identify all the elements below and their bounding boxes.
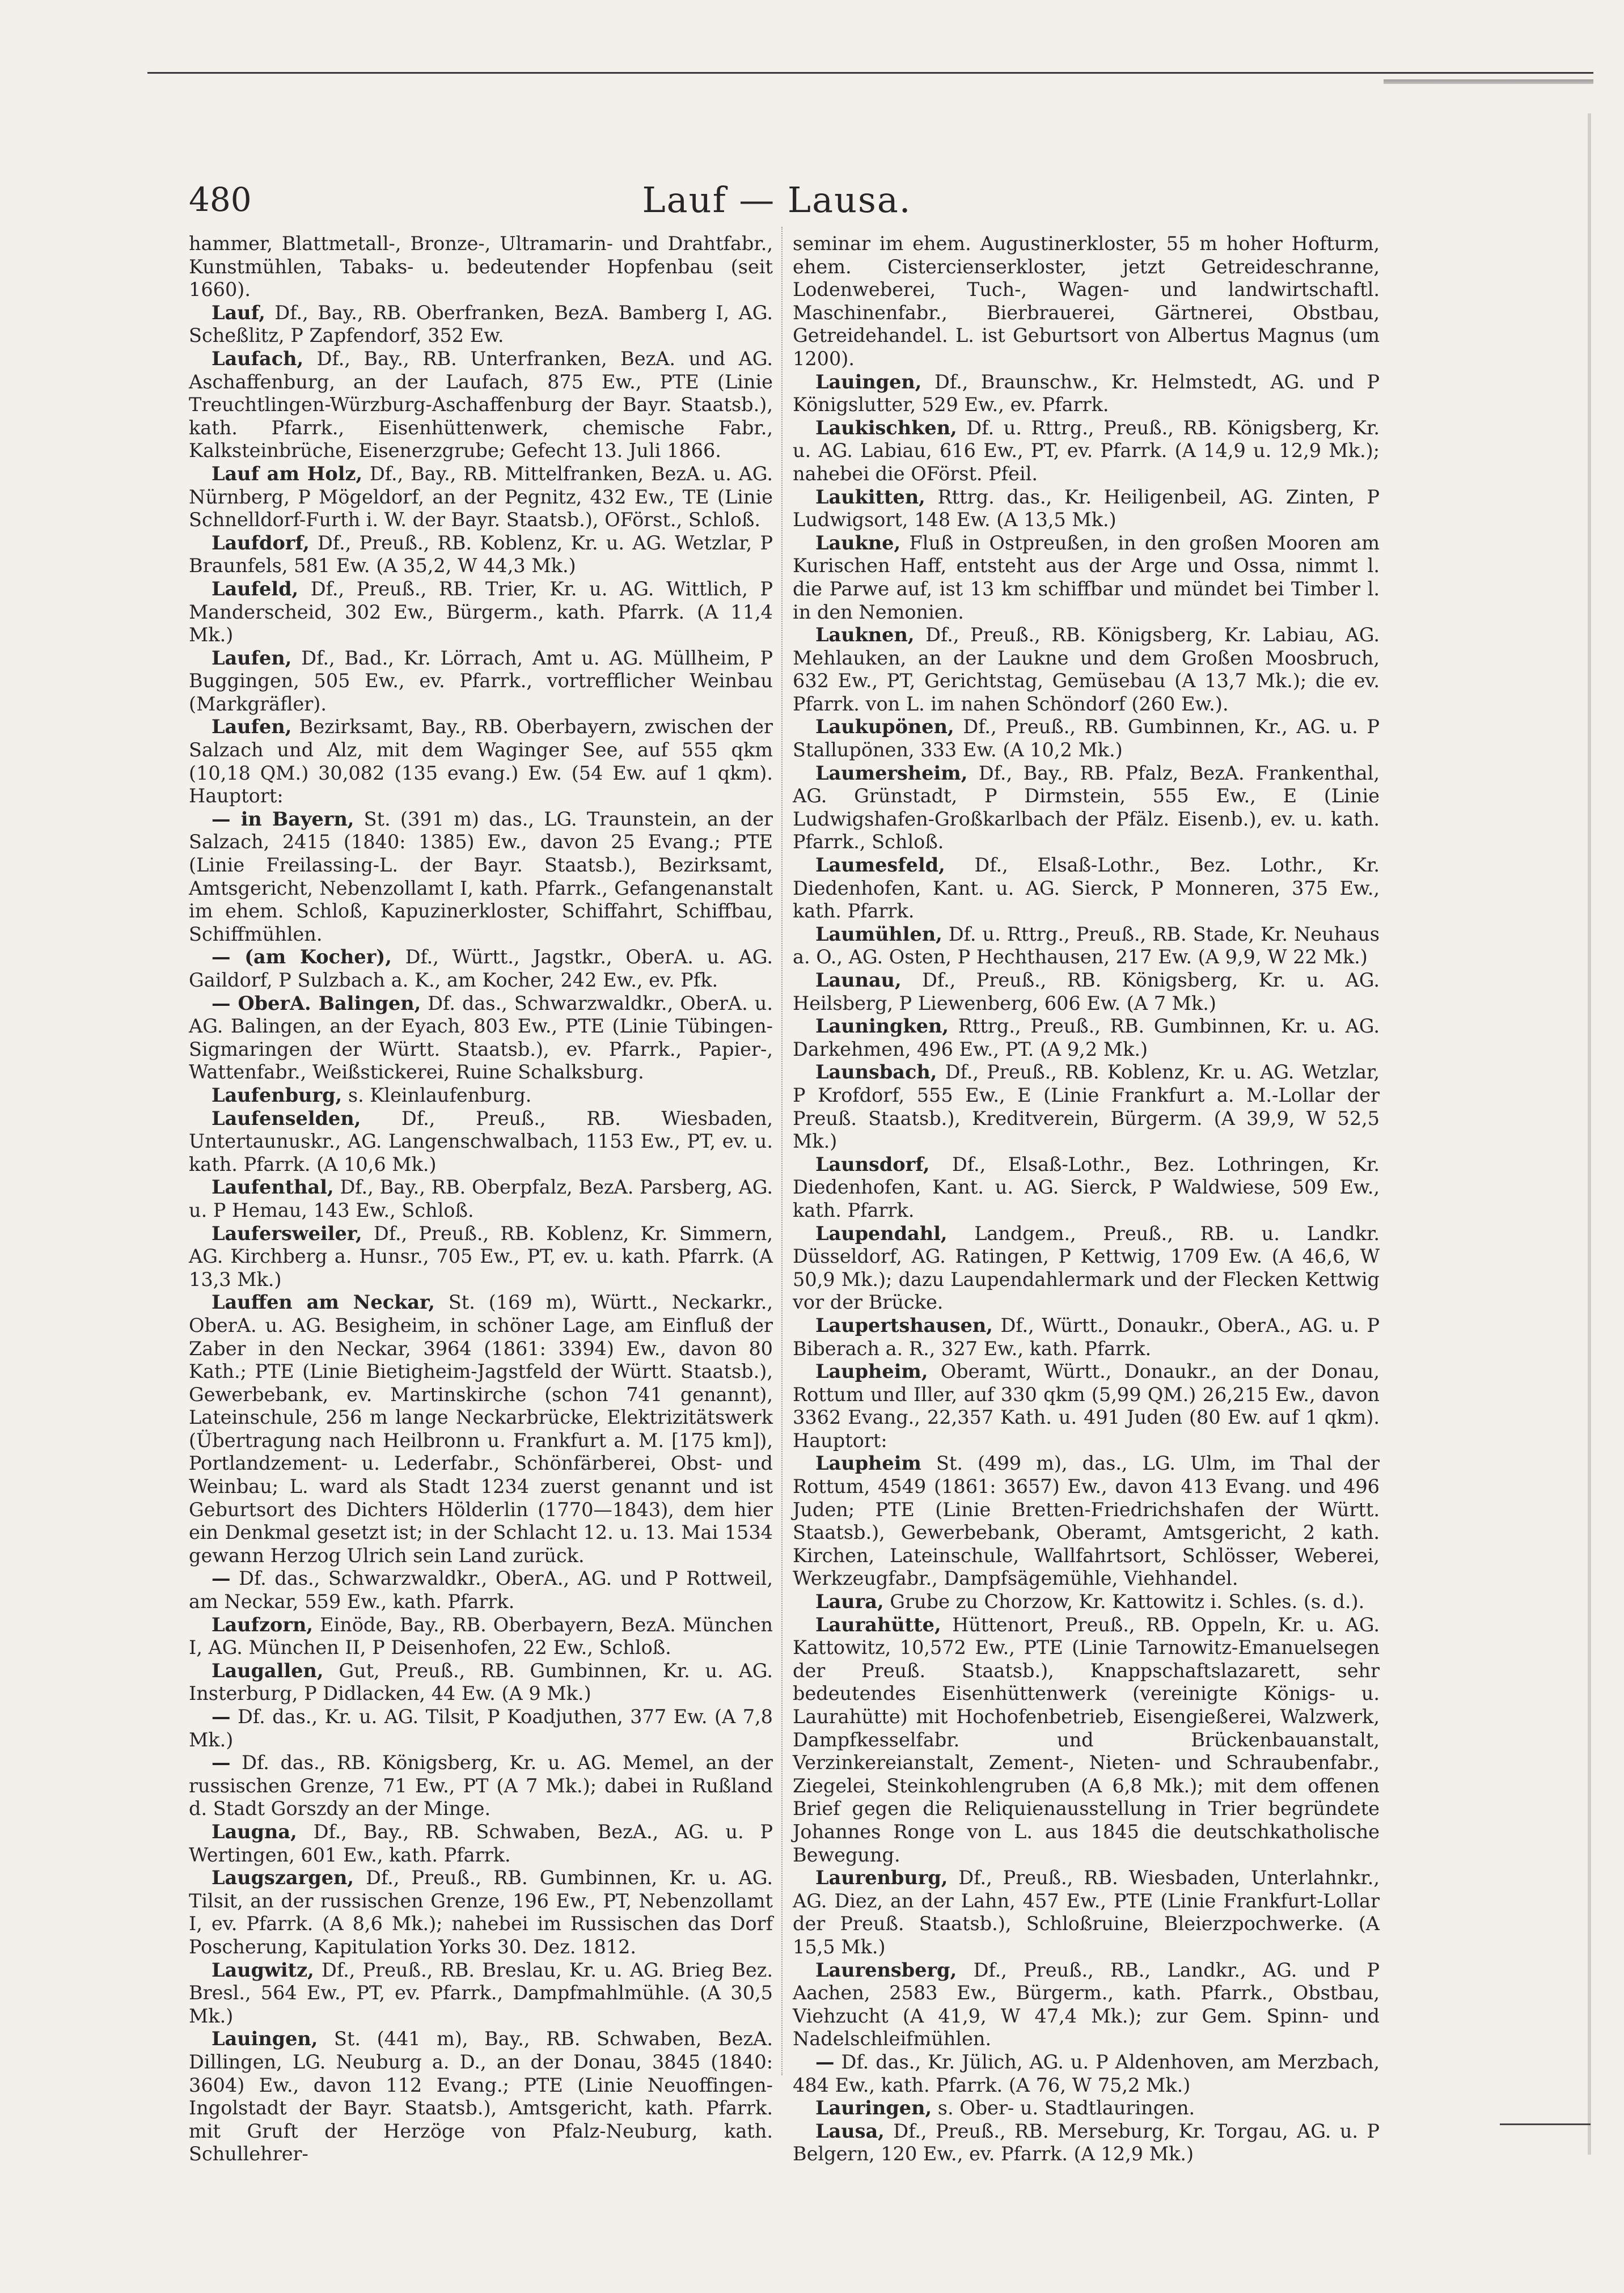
gazetteer-entry <box>189 532 773 578</box>
entry-text: St. (391 m) das., LG. Traunstein, an der Salzach, 2415 (1840: 1385) Ew., davon 25 Evang.; PTE (Linie Freilassing-L. der Bayr. Staatsb.), Bezirksamt, Amtsgericht, Nebenzollamt I, kath. Pfarrk., Gefangenanstalt im ehem. Schloß, Kapuzinerkloster, Schiffahrt, Schiffbau, Schiffmühlen. <box>189 807 773 945</box>
entry-headword: Laumesfeld, <box>815 854 945 877</box>
left-column <box>189 232 773 2165</box>
gazetteer-entry <box>793 1061 1380 1153</box>
entry-headword: Lauknen, <box>815 624 915 646</box>
entry-text: St. (441 m), Bay., RB. Schwaben, BezA. Dillingen, LG. Neuburg a. D., an der Donau, 3845 (1840: 3604) Ew., davon 112 Evang.; PTE (Linie Neuoffingen-Ingolstadt der Bayr. Staatsb.), Amtsgericht, kath. Pfarrk. mit Gruft der Herzöge von Pfalz-Neuburg, kath. Schullehrer- <box>189 2028 773 2165</box>
right-column <box>793 232 1380 2165</box>
entry-text: hammer, Blattmetall-, Bronze-, Ultramarin- und Drahtfabr., Kunstmühlen, Tabaks- u. bedeutender Hopfenbau (seit 1660). <box>189 232 773 301</box>
gazetteer-entry <box>793 417 1380 486</box>
gazetteer-entry <box>793 1153 1380 1222</box>
entry-headword: Lauingen, <box>815 370 922 393</box>
entry-headword: Lauringen, <box>815 2097 932 2119</box>
entry-headword: Laugwitz, <box>212 1958 314 1981</box>
entry-headword: Laurensberg, <box>815 1958 957 1981</box>
bottom-rule <box>1500 2123 1591 2125</box>
gazetteer-entry <box>189 232 773 302</box>
entry-text: Df., Preuß., RB. Königsberg, Kr. u. AG. Heilsberg, P Liewenberg, 606 Ew. (A 7 Mk.) <box>793 969 1380 1014</box>
gazetteer-entry <box>793 532 1380 624</box>
gazetteer-entry <box>793 624 1380 716</box>
gazetteer-entry <box>189 1821 773 1867</box>
entry-headword: Launingken, <box>815 1015 949 1038</box>
gazetteer-entry <box>189 1222 773 1292</box>
entry-text: Df., Elsaß-Lothr., Bez. Lothr., Kr. Diedenhofen, Kant. u. AG. Sierck, P Monneren, 375 Ew., kath. Pfarrk. <box>793 854 1380 923</box>
entry-text: Df., Bay., RB. Oberfranken, BezA. Bamberg I, AG. Scheßlitz, P Zapfendorf, 352 Ew. <box>189 301 773 347</box>
gazetteer-entry <box>793 923 1380 969</box>
entry-text: Df., Preuß., RB. Trier, Kr. u. AG. Wittlich, P Manderscheid, 302 Ew., Bürgerm., kath. Pfarrk. (A 11,4 Mk.) <box>189 577 773 646</box>
entry-headword: Laufeld, <box>212 577 299 600</box>
entry-text: Df., Preuß., RB. Königsberg, Kr. Labiau, AG. Mehlauken, an der Laukne und dem Großen Moosbruch, 632 Ew., PT, Gerichtstag, Gemüsebau (A 13,7 Mk.); die ev. Pfarrk. von L. im nahen Schöndorf (260 Ew.). <box>793 624 1380 715</box>
entry-headword: Lauffen am Neckar, <box>212 1291 435 1314</box>
entry-headword: Laukupönen, <box>815 716 954 738</box>
entry-text: Df., Braunschw., Kr. Helmstedt, AG. und P Königslutter, 529 Ew., ev. Pfarrk. <box>793 370 1380 416</box>
entry-text: Df. u. Rttrg., Preuß., RB. Königsberg, Kr. u. AG. Labiau, 616 Ew., PT, ev. Pfarrk. (A 14,9 u. 12,9 Mk.); nahebei die OFörst. Pfeil. <box>793 416 1380 485</box>
entry-text: s. Ober- u. Stadtlauringen. <box>937 2097 1195 2119</box>
gazetteer-entry <box>793 1452 1380 1590</box>
entry-text: Df., Preuß., RB. Gumbinnen, Kr. u. AG. Tilsit, an der russischen Grenze, 196 Ew., PT, Nebenzollamt I, ev. Pfarrk. (A 8,6 Mk.); nahebei im Russischen das Dorf Poscherung, Kapitulation Yorks 30. Dez. 1812. <box>189 1867 773 1958</box>
entry-text: Df., Preuß., RB. Koblenz, Kr. u. AG. Wetzlar, P Braunfels, 581 Ew. (A 35,2, W 44,3 Mk.) <box>189 531 773 577</box>
entry-headword: — (am Kocher), <box>212 946 392 968</box>
entry-text: Df. das., Kr. Jülich, AG. u. P Aldenhoven, am Merzbach, 484 Ew., kath. Pfarrk. (A 76, W 75,2 Mk.) <box>793 2050 1380 2096</box>
entry-headword: Laugna, <box>212 1820 297 1843</box>
entry-headword: Laupertshausen, <box>815 1314 993 1336</box>
entry-headword: Laukne, <box>815 531 901 554</box>
top-rule <box>147 72 1593 74</box>
entry-text: Df., Preuß., RB. Breslau, Kr. u. AG. Brieg Bez. Bresl., 564 Ew., PT, ev. Pfarrk., Dampfmahlmühle. (A 30,5 Mk.) <box>189 1958 773 2027</box>
entry-headword: Lausa, <box>815 2119 885 2142</box>
entry-text: Df., Preuß., RB. Gumbinnen, Kr., AG. u. P Stallupönen, 333 Ew. (A 10,2 Mk.) <box>793 716 1380 761</box>
page-edge <box>1588 113 1591 2155</box>
gazetteer-entry <box>189 1176 773 1222</box>
gazetteer-entry <box>793 1590 1380 1614</box>
gazetteer-entry <box>189 647 773 716</box>
entry-text: Df., Bay., RB. Schwaben, BezA., AG. u. P Wertingen, 601 Ew., kath. Pfarrk. <box>189 1820 773 1866</box>
entry-text: Rttrg. das., Kr. Heiligenbeil, AG. Zinten, P Ludwigsort, 148 Ew. (A 13,5 Mk.) <box>793 485 1380 531</box>
entry-headword: — <box>212 1752 231 1774</box>
entry-text: Df., Preuß., RB. Wiesbaden, Unterlahnkr., AG. Diez, an der Lahn, 457 Ew., PTE (Linie Frankfurt-Lollar der Preuß. Staatsb.), Schloßruine, Bleierzpochwerke. (A 15,5 Mk.) <box>793 1867 1380 1958</box>
entry-headword: Laufen, <box>212 646 292 669</box>
entry-text: Einöde, Bay., RB. Oberbayern, BezA. München I, AG. München II, P Deisenhofen, 22 Ew., Schloß. <box>189 1613 773 1659</box>
entry-text: Df., Bay., RB. Mittelfranken, BezA. u. AG. Nürnberg, P Mögeldorf, an der Pegnitz, 432 Ew., TE (Linie Schnelldorf-Furth i. W. der Bayr. Staatsb.), OFörst., Schloß. <box>189 462 773 531</box>
top-rule-smudge <box>1384 79 1593 84</box>
gazetteer-entry <box>793 1314 1380 1360</box>
gazetteer-entry <box>189 2028 773 2166</box>
gazetteer-entry <box>189 348 773 463</box>
entry-text: Landgem., Preuß., RB. u. Landkr. Düsseldorf, AG. Ratingen, P Kettwig, 1709 Ew. (A 46,6, W 50,9 Mk.); dazu Laupendahlermark und der Flecken Kettwig vor der Brücke. <box>793 1222 1380 1314</box>
entry-headword: Lauf, <box>212 301 265 324</box>
entry-headword: — <box>212 1567 231 1590</box>
entry-headword: Laura, <box>815 1590 884 1613</box>
gazetteer-entry <box>189 1660 773 1706</box>
entry-headword: Laufach, <box>212 347 304 370</box>
entry-headword: Laufenthal, <box>212 1176 334 1199</box>
entry-headword: Lauingen, <box>212 2028 318 2050</box>
entry-text: s. Kleinlaufenburg. <box>348 1084 532 1106</box>
entry-text: Oberamt, Württ., Donaukr., an der Donau, Rottum und Iller, auf 330 qkm (5,99 QM.) 26,215 Ew., davon 3362 Evang., 22,357 Kath. u. 491 Juden (80 Ew. auf 1 qkm). Hauptort: <box>793 1360 1380 1452</box>
entry-headword: — OberA. Balingen, <box>212 992 421 1014</box>
entry-text: seminar im ehem. Augustinerkloster, 55 m hoher Hofturm, ehem. Cistercienserkloster, jetzt Getreideschranne, Lodenweberei, Tuch-, Wagen- und landwirtschaftl. Maschinenfabr., Bierbrauerei, Gärtnerei, Obstbau, Getreidehandel. L. ist Geburtsort von Albertus Magnus (um 1200). <box>793 232 1380 370</box>
entry-text: Df., Elsaß-Lothr., Bez. Lothringen, Kr. Diedenhofen, Kant. u. AG. Sierck, P Waldwiese, 509 Ew., kath. Pfarrk. <box>793 1153 1380 1221</box>
entry-text: Df., Württ., Donaukr., OberA., AG. u. P Biberach a. R., 327 Ew., kath. Pfarrk. <box>793 1314 1380 1360</box>
gazetteer-entry <box>189 1567 773 1613</box>
entry-text: Fluß in Ostpreußen, in den großen Mooren am Kurischen Haff, entsteht aus der Arge und Ossa, nimmt l. die Parwe auf, ist 13 km schiffbar und mündet bei Timber l. in den Nemonien. <box>793 531 1380 623</box>
entry-headword: Laumühlen, <box>815 923 942 945</box>
entry-text: St. (499 m), das., LG. Ulm, im Thal der Rottum, 4549 (1861: 3657) Ew., davon 413 Evang. und 496 Juden; PTE (Linie Bretten-Friedrichshafen der Württ. Staatsb.), Gewerbebank, Oberamt, Amtsgericht, 2 kath. Kirchen, Lateinschule, Wallfahrtsort, Schlösser, Weberei, Werkzeugfabr., Dampfsägemühle, Viehhandel. <box>793 1452 1380 1590</box>
entry-headword: Laurahütte, <box>815 1613 941 1636</box>
gazetteer-entry <box>793 1015 1380 1061</box>
gazetteer-entry <box>189 716 773 807</box>
gazetteer-entry <box>793 2051 1380 2097</box>
gazetteer-entry <box>189 463 773 532</box>
gazetteer-entry <box>793 969 1380 1015</box>
gazetteer-entry <box>793 1360 1380 1452</box>
gazetteer-entry <box>189 1959 773 2028</box>
entry-headword: Laufenburg, <box>212 1084 342 1106</box>
entry-text: Rttrg., Preuß., RB. Gumbinnen, Kr. u. AG. Darkehmen, 496 Ew., PT. (A 9,2 Mk.) <box>793 1015 1380 1060</box>
gazetteer-entry <box>793 1867 1380 1958</box>
running-header: Lauf — Lausa. <box>642 179 912 221</box>
gazetteer-entry <box>189 1752 773 1821</box>
entry-headword: Laukitten, <box>815 485 925 508</box>
entry-text: Grube zu Chorzow, Kr. Kattowitz i. Schles. (s. d.). <box>890 1590 1365 1613</box>
entry-headword: Launsbach, <box>815 1061 937 1084</box>
entry-headword: Laufdorf, <box>212 531 310 554</box>
entry-text: Hüttenort, Preuß., RB. Oppeln, Kr. u. AG. Kattowitz, 10,572 Ew., PTE (Linie Tarnowitz-Emanuelsegen der Preuß. Staatsb.), Knappschaftslazarett, sehr bedeutendes Eisenhüttenwerk (vereinigte Königs- u. Laurahütte) mit Hochofenbetrieb, Eisengießerei, Walzwerk, Dampfkesselfabr. und Brückenbauanstalt, Verzinkereianstalt, Zement-, Nieten- und Schraubenfabr., Ziegelei, Steinkohlengruben (A 6,8 Mk.); mit dem offenen Brief gegen die Reliquienausstellung in Trier begründete Johannes Ronge von L. aus 1845 die deutschkatholische Bewegung. <box>793 1613 1380 1866</box>
entry-text: Df., Preuß., RB., Landkr., AG. und P Aachen, 2583 Ew., Bürgerm., kath. Pfarrk., Obstbau, Viehzucht (A 41,9, W 47,4 Mk.); zur Gem. Spinn- und Nadelschleifmühlen. <box>793 1958 1380 2050</box>
entry-text: Df., Preuß., RB. Koblenz, Kr. Simmern, AG. Kirchberg a. Hunsr., 705 Ew., PT, ev. u. kath. Pfarrk. (A 13,3 Mk.) <box>189 1222 773 1291</box>
gazetteer-entry <box>793 716 1380 761</box>
entry-headword: Laugszargen, <box>212 1867 354 1889</box>
gazetteer-entry <box>189 1084 773 1107</box>
entry-headword: Lauf am Holz, <box>212 462 363 485</box>
entry-headword: Laufersweiler, <box>212 1222 362 1245</box>
gazetteer-entry <box>793 854 1380 923</box>
gazetteer-entry <box>189 808 773 946</box>
gazetteer-entry <box>189 578 773 647</box>
entry-text: St. (169 m), Württ., Neckarkr., OberA. u. AG. Besigheim, in schöner Lage, am Einfluß der Zaber in den Neckar, 3964 (1861: 3394) Ew., davon 80 Kath.; PTE (Linie Bietigheim-Jagstfeld der Württ. Staatsb.), Gewerbebank, ev. Martinskirche (schon 741 genannt), Lateinschule, 256 m lange Neckarbrücke, Elektrizitätswerk (Übertragung nach Heilbronn u. Frankfurt a. M. [175 km]), Portlandzement- u. Lederfabr., Schönfärberei, Obst- und Weinbau; L. ward als Stadt 1234 zuerst genannt und ist Geburtsort des Dichters Hölderlin (1770—1843), dem hier ein Denkmal gesetzt ist; in der Schlacht 12. u. 13. Mai 1534 gewann Herzog Ulrich sein Land zurück. <box>189 1291 773 1567</box>
gazetteer-entry <box>793 1959 1380 2051</box>
gazetteer-entry <box>793 1614 1380 1867</box>
entry-text: Df., Bay., RB. Pfalz, BezA. Frankenthal, AG. Grünstadt, P Dirmstein, 555 Ew., E (Linie Ludwigshafen-Großkarlbach der Pfälz. Eisenb.), ev. u. kath. Pfarrk., Schloß. <box>793 761 1380 853</box>
gazetteer-entry <box>793 762 1380 854</box>
entry-text: Df. das., RB. Königsberg, Kr. u. AG. Memel, an der russischen Grenze, 71 Ew., PT (A 7 Mk.); dabei in Rußland d. Stadt Gorszdy an der Minge. <box>189 1752 773 1820</box>
column-divider <box>781 227 783 2075</box>
gazetteer-entry <box>189 1107 773 1177</box>
gazetteer-entry <box>189 946 773 992</box>
entry-headword: Laugallen, <box>212 1659 324 1682</box>
entry-text: Df., Bad., Kr. Lörrach, Amt u. AG. Müllheim, P Buggingen, 505 Ew., ev. Pfarrk., vortrefflicher Weinbau (Markgräfler). <box>189 646 773 715</box>
entry-headword: Laukischken, <box>815 416 957 439</box>
entry-headword: Laufenselden, <box>212 1107 361 1129</box>
gazetteer-entry <box>793 371 1380 417</box>
gazetteer-entry <box>793 1222 1380 1314</box>
entry-headword: — <box>212 1706 231 1728</box>
gazetteer-entry <box>793 2097 1380 2120</box>
entry-headword: — in Bayern, <box>212 807 354 830</box>
entry-headword: — <box>815 2050 835 2073</box>
entry-text: Df., Preuß., RB. Merseburg, Kr. Torgau, AG. u. P Belgern, 120 Ew., ev. Pfarrk. (A 12,9 Mk.) <box>793 2119 1380 2165</box>
gazetteer-entry <box>189 302 773 348</box>
entry-text: Df. das., Kr. u. AG. Tilsit, P Koadjuthen, 377 Ew. (A 7,8 Mk.) <box>189 1706 773 1751</box>
gazetteer-entry <box>793 2120 1380 2166</box>
entry-text: Df., Preuß., RB. Koblenz, Kr. u. AG. Wetzlar, P Krofdorf, 555 Ew., E (Linie Frankfurt a. M.-Lollar der Preuß. Staatsb.), Kreditverein, Bürgerm. (A 39,9, W 52,5 Mk.) <box>793 1061 1380 1153</box>
page-number: 480 <box>189 180 252 219</box>
entry-text: Df., Bay., RB. Oberpfalz, BezA. Parsberg, AG. u. P Hemau, 143 Ew., Schloß. <box>189 1176 773 1221</box>
entry-text: Df., Preuß., RB. Wiesbaden, Untertaunuskr., AG. Langenschwalbach, 1153 Ew., PT, ev. u. kath. Pfarrk. (A 10,6 Mk.) <box>189 1107 773 1175</box>
entry-headword: Laupheim, <box>815 1360 928 1383</box>
entry-headword: Launau, <box>815 969 902 991</box>
entry-headword: Launsdorf, <box>815 1153 930 1175</box>
entry-headword: Laupheim <box>815 1452 921 1475</box>
entry-headword: Laumersheim, <box>815 761 968 784</box>
gazetteer-entry <box>189 1706 773 1752</box>
entry-headword: Laupendahl, <box>815 1222 948 1245</box>
gazetteer-entry <box>793 486 1380 532</box>
gazetteer-entry <box>189 1867 773 1958</box>
entry-text: Df. das., Schwarzwaldkr., OberA. u. AG. Balingen, an der Eyach, 803 Ew., PTE (Linie Tübingen-Sigmaringen der Württ. Staatsb.), ev. Pfarrk., Papier-, Wattenfabr., Weißstickerei, Ruine Schalksburg. <box>189 992 773 1084</box>
entry-headword: Laufzorn, <box>212 1613 314 1636</box>
entry-text: Df. das., Schwarzwaldkr., OberA., AG. und P Rottweil, am Neckar, 559 Ew., kath. Pfarrk. <box>189 1567 773 1613</box>
gazetteer-entry <box>189 1291 773 1567</box>
entry-text: Gut, Preuß., RB. Gumbinnen, Kr. u. AG. Insterburg, P Didlacken, 44 Ew. (A 9 Mk.) <box>189 1659 773 1705</box>
entry-text: Df., Württ., Jagstkr., OberA. u. AG. Gaildorf, P Sulzbach a. K., am Kocher, 242 Ew., ev. Pfk. <box>189 946 773 991</box>
gazetteer-entry <box>189 992 773 1084</box>
entry-text: Df., Bay., RB. Unterfranken, BezA. und AG. Aschaffenburg, an der Laufach, 875 Ew., PTE (Linie Treuchtlingen-Würzburg-Aschaffenburg der Bayr. Staatsb.), kath. Pfarrk., Eisenhüttenwerk, chemische Fabr., Kalksteinbrüche, Eisenerzgrube; Gefecht 13. Juli 1866. <box>189 347 773 462</box>
entry-text: Bezirksamt, Bay., RB. Oberbayern, zwischen der Salzach und Alz, mit dem Waginger See, auf 555 qkm (10,18 QM.) 30,082 (135 evang.) Ew. (54 Ew. auf 1 qkm). Hauptort: <box>189 716 773 807</box>
entry-headword: Laurenburg, <box>815 1867 948 1889</box>
gazetteer-entry <box>793 232 1380 371</box>
entry-text: Df. u. Rttrg., Preuß., RB. Stade, Kr. Neuhaus a. O., AG. Osten, P Hechthausen, 217 Ew. (A 9,9, W 22 Mk.) <box>793 923 1380 968</box>
entry-headword: Laufen, <box>212 716 292 738</box>
gazetteer-entry <box>189 1614 773 1660</box>
